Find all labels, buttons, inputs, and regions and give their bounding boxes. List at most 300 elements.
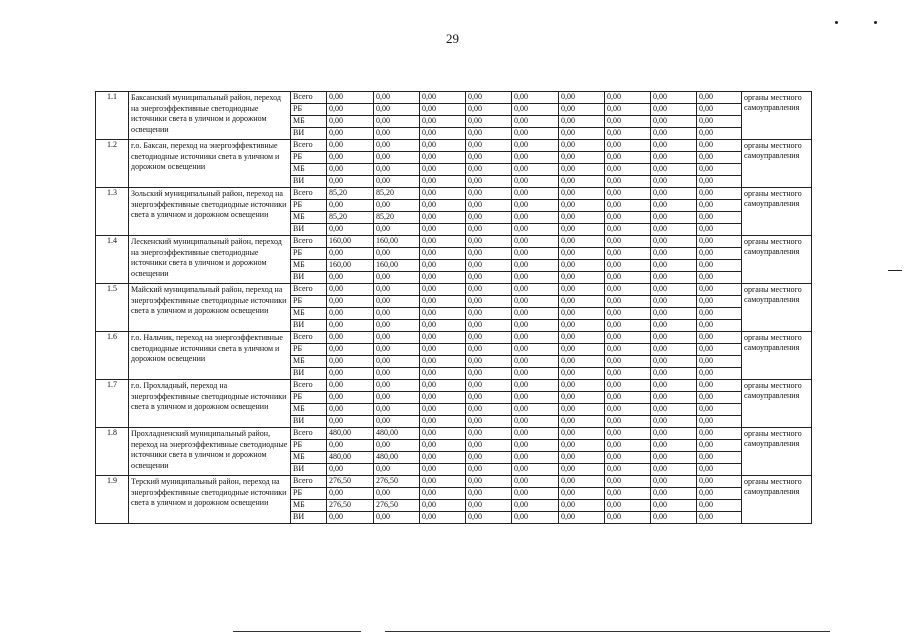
amount-cell: 0,00 xyxy=(559,224,605,236)
amount-cell: 0,00 xyxy=(651,164,697,176)
amount-cell: 0,00 xyxy=(697,344,742,356)
amount-cell: 0,00 xyxy=(512,320,559,332)
amount-cell: 0,00 xyxy=(651,128,697,140)
amount-cell: 0,00 xyxy=(466,332,512,344)
table-row xyxy=(96,284,812,296)
amount-cell: 0,00 xyxy=(559,500,605,512)
funding-source: Всего xyxy=(291,380,327,392)
amount-cell: 0,00 xyxy=(605,332,651,344)
signature-line xyxy=(233,631,361,632)
amount-cell: 0,00 xyxy=(327,512,374,524)
amount-cell: 0,00 xyxy=(651,392,697,404)
amount-cell: 0,00 xyxy=(559,116,605,128)
amount-cell: 0,00 xyxy=(420,272,466,284)
table-row xyxy=(96,236,812,248)
amount-cell: 0,00 xyxy=(697,404,742,416)
amount-cell: 0,00 xyxy=(559,464,605,476)
amount-cell: 0,00 xyxy=(420,248,466,260)
funding-source: РБ xyxy=(291,296,327,308)
amount-cell: 0,00 xyxy=(466,236,512,248)
amount-cell: 0,00 xyxy=(327,464,374,476)
amount-cell: 0,00 xyxy=(420,320,466,332)
amount-cell: 480,00 xyxy=(327,452,374,464)
amount-cell: 0,00 xyxy=(466,176,512,188)
funding-source: РБ xyxy=(291,248,327,260)
funding-source: ВИ xyxy=(291,224,327,236)
amount-cell: 0,00 xyxy=(651,200,697,212)
amount-cell: 0,00 xyxy=(697,92,742,104)
amount-cell: 0,00 xyxy=(466,296,512,308)
amount-cell: 0,00 xyxy=(420,92,466,104)
amount-cell: 0,00 xyxy=(559,128,605,140)
amount-cell: 0,00 xyxy=(559,440,605,452)
amount-cell: 0,00 xyxy=(605,284,651,296)
amount-cell: 0,00 xyxy=(374,368,420,380)
amount-cell: 0,00 xyxy=(374,356,420,368)
amount-cell: 0,00 xyxy=(374,332,420,344)
amount-cell: 0,00 xyxy=(466,452,512,464)
responsible-party: органы местного самоуправления xyxy=(742,140,812,188)
funding-source: МБ xyxy=(291,260,327,272)
amount-cell: 0,00 xyxy=(327,164,374,176)
amount-cell: 0,00 xyxy=(327,140,374,152)
amount-cell: 0,00 xyxy=(466,164,512,176)
amount-cell: 0,00 xyxy=(605,140,651,152)
amount-cell: 0,00 xyxy=(466,476,512,488)
amount-cell: 0,00 xyxy=(651,368,697,380)
amount-cell: 0,00 xyxy=(466,320,512,332)
amount-cell: 85,20 xyxy=(327,212,374,224)
amount-cell: 0,00 xyxy=(374,380,420,392)
funding-source: Всего xyxy=(291,236,327,248)
amount-cell: 0,00 xyxy=(374,248,420,260)
amount-cell: 0,00 xyxy=(651,428,697,440)
item-number: 1.8 xyxy=(96,428,129,476)
amount-cell: 0,00 xyxy=(420,500,466,512)
amount-cell: 0,00 xyxy=(420,104,466,116)
amount-cell: 0,00 xyxy=(605,116,651,128)
funding-source: Всего xyxy=(291,188,327,200)
amount-cell: 0,00 xyxy=(374,92,420,104)
table-row xyxy=(96,380,812,392)
amount-cell: 0,00 xyxy=(697,500,742,512)
amount-cell: 0,00 xyxy=(466,428,512,440)
amount-cell: 0,00 xyxy=(512,260,559,272)
funding-source: Всего xyxy=(291,332,327,344)
amount-cell: 0,00 xyxy=(697,224,742,236)
amount-cell: 0,00 xyxy=(697,104,742,116)
amount-cell: 0,00 xyxy=(559,308,605,320)
amount-cell: 0,00 xyxy=(605,440,651,452)
amount-cell: 0,00 xyxy=(327,296,374,308)
amount-cell: 160,00 xyxy=(327,236,374,248)
item-name: Баксанский муниципальный район, переход на энергоэффективные светодиодные источники света в уличном и дорожном освещении xyxy=(129,92,291,140)
amount-cell: 0,00 xyxy=(651,440,697,452)
amount-cell: 0,00 xyxy=(512,188,559,200)
amount-cell: 0,00 xyxy=(605,344,651,356)
item-number: 1.6 xyxy=(96,332,129,380)
page-number: 29 xyxy=(446,31,459,46)
amount-cell: 0,00 xyxy=(559,380,605,392)
amount-cell: 0,00 xyxy=(420,224,466,236)
amount-cell: 0,00 xyxy=(466,224,512,236)
amount-cell: 85,20 xyxy=(374,188,420,200)
amount-cell: 0,00 xyxy=(559,368,605,380)
funding-source: РБ xyxy=(291,392,327,404)
amount-cell: 0,00 xyxy=(512,164,559,176)
amount-cell: 0,00 xyxy=(651,500,697,512)
funding-source: ВИ xyxy=(291,176,327,188)
amount-cell: 0,00 xyxy=(697,236,742,248)
amount-cell: 0,00 xyxy=(697,272,742,284)
amount-cell: 0,00 xyxy=(512,380,559,392)
amount-cell: 0,00 xyxy=(327,368,374,380)
amount-cell: 0,00 xyxy=(605,260,651,272)
amount-cell: 0,00 xyxy=(374,176,420,188)
item-number: 1.4 xyxy=(96,236,129,284)
table-row xyxy=(96,476,812,488)
amount-cell: 0,00 xyxy=(420,140,466,152)
amount-cell: 0,00 xyxy=(512,92,559,104)
funding-source: Всего xyxy=(291,140,327,152)
amount-cell: 0,00 xyxy=(466,128,512,140)
amount-cell: 0,00 xyxy=(605,512,651,524)
amount-cell: 0,00 xyxy=(374,200,420,212)
amount-cell: 0,00 xyxy=(559,236,605,248)
amount-cell: 0,00 xyxy=(651,308,697,320)
amount-cell: 0,00 xyxy=(512,272,559,284)
amount-cell: 0,00 xyxy=(374,284,420,296)
amount-cell: 0,00 xyxy=(512,464,559,476)
amount-cell: 0,00 xyxy=(327,272,374,284)
amount-cell: 0,00 xyxy=(327,248,374,260)
amount-cell: 0,00 xyxy=(651,104,697,116)
funding-source: Всего xyxy=(291,428,327,440)
amount-cell: 0,00 xyxy=(697,164,742,176)
amount-cell: 0,00 xyxy=(466,152,512,164)
amount-cell: 0,00 xyxy=(420,284,466,296)
amount-cell: 0,00 xyxy=(605,200,651,212)
item-number: 1.2 xyxy=(96,140,129,188)
amount-cell: 0,00 xyxy=(466,200,512,212)
amount-cell: 0,00 xyxy=(512,488,559,500)
amount-cell: 0,00 xyxy=(651,272,697,284)
amount-cell: 0,00 xyxy=(374,344,420,356)
item-name: Терский муниципальный район, переход на энергоэффективные светодиодные источники света в уличном и дорожном освещении xyxy=(129,476,291,524)
amount-cell: 0,00 xyxy=(420,152,466,164)
amount-cell: 0,00 xyxy=(605,476,651,488)
amount-cell: 0,00 xyxy=(512,392,559,404)
amount-cell: 0,00 xyxy=(374,308,420,320)
amount-cell: 0,00 xyxy=(559,296,605,308)
amount-cell: 0,00 xyxy=(559,320,605,332)
funding-source: РБ xyxy=(291,152,327,164)
amount-cell: 0,00 xyxy=(420,200,466,212)
scan-dot xyxy=(835,21,838,24)
amount-cell: 0,00 xyxy=(327,380,374,392)
amount-cell: 0,00 xyxy=(466,260,512,272)
item-name: Прохладненский муниципальный район, переход на энергоэффективные светодиодные источники света в уличном и дорожном освещении xyxy=(129,428,291,476)
amount-cell: 0,00 xyxy=(559,332,605,344)
amount-cell: 0,00 xyxy=(327,92,374,104)
item-name: г.о. Нальчик, переход на энергоэффективные светодиодные источники света в уличном и дорожном освещении xyxy=(129,332,291,380)
item-name: г.о. Прохладный, переход на энергоэффективные светодиодные источники света в уличном и дорожном освещении xyxy=(129,380,291,428)
amount-cell: 0,00 xyxy=(327,404,374,416)
amount-cell: 0,00 xyxy=(420,260,466,272)
amount-cell: 0,00 xyxy=(466,344,512,356)
amount-cell: 0,00 xyxy=(466,212,512,224)
amount-cell: 0,00 xyxy=(697,152,742,164)
amount-cell: 0,00 xyxy=(605,392,651,404)
amount-cell: 0,00 xyxy=(697,512,742,524)
amount-cell: 0,00 xyxy=(327,344,374,356)
amount-cell: 0,00 xyxy=(605,104,651,116)
amount-cell: 0,00 xyxy=(466,488,512,500)
funding-source: ВИ xyxy=(291,128,327,140)
amount-cell: 0,00 xyxy=(559,188,605,200)
amount-cell: 0,00 xyxy=(559,284,605,296)
margin-dash xyxy=(888,270,902,271)
signature-line xyxy=(385,631,830,632)
amount-cell: 0,00 xyxy=(420,392,466,404)
amount-cell: 0,00 xyxy=(697,116,742,128)
amount-cell: 0,00 xyxy=(605,248,651,260)
amount-cell: 0,00 xyxy=(512,356,559,368)
amount-cell: 160,00 xyxy=(374,260,420,272)
amount-cell: 0,00 xyxy=(651,356,697,368)
amount-cell: 0,00 xyxy=(559,152,605,164)
amount-cell: 0,00 xyxy=(605,176,651,188)
amount-cell: 0,00 xyxy=(651,92,697,104)
amount-cell: 0,00 xyxy=(327,284,374,296)
amount-cell: 0,00 xyxy=(420,512,466,524)
funding-source: ВИ xyxy=(291,512,327,524)
amount-cell: 0,00 xyxy=(651,452,697,464)
funding-source: МБ xyxy=(291,308,327,320)
amount-cell: 0,00 xyxy=(374,512,420,524)
funding-source: Всего xyxy=(291,92,327,104)
amount-cell: 0,00 xyxy=(466,380,512,392)
item-number: 1.7 xyxy=(96,380,129,428)
amount-cell: 276,50 xyxy=(327,476,374,488)
amount-cell: 0,00 xyxy=(651,416,697,428)
amount-cell: 0,00 xyxy=(651,140,697,152)
amount-cell: 0,00 xyxy=(512,416,559,428)
funding-source: МБ xyxy=(291,116,327,128)
amount-cell: 0,00 xyxy=(374,404,420,416)
responsible-party: органы местного самоуправления xyxy=(742,332,812,380)
funding-source: МБ xyxy=(291,164,327,176)
amount-cell: 0,00 xyxy=(374,392,420,404)
funding-table xyxy=(95,91,812,524)
amount-cell: 0,00 xyxy=(559,512,605,524)
responsible-party: органы местного самоуправления xyxy=(742,188,812,236)
amount-cell: 0,00 xyxy=(466,188,512,200)
amount-cell: 0,00 xyxy=(559,200,605,212)
amount-cell: 0,00 xyxy=(605,224,651,236)
funding-source: ВИ xyxy=(291,368,327,380)
amount-cell: 0,00 xyxy=(420,404,466,416)
amount-cell: 0,00 xyxy=(605,296,651,308)
scan-dot xyxy=(874,21,877,24)
funding-source: РБ xyxy=(291,488,327,500)
amount-cell: 85,20 xyxy=(327,188,374,200)
amount-cell: 0,00 xyxy=(466,404,512,416)
amount-cell: 0,00 xyxy=(327,416,374,428)
amount-cell: 0,00 xyxy=(697,428,742,440)
item-number: 1.1 xyxy=(96,92,129,140)
funding-source: РБ xyxy=(291,200,327,212)
amount-cell: 0,00 xyxy=(420,212,466,224)
amount-cell: 0,00 xyxy=(512,152,559,164)
amount-cell: 0,00 xyxy=(466,464,512,476)
amount-cell: 0,00 xyxy=(605,464,651,476)
amount-cell: 0,00 xyxy=(697,488,742,500)
amount-cell: 0,00 xyxy=(420,332,466,344)
amount-cell: 0,00 xyxy=(559,416,605,428)
table-row xyxy=(96,428,812,440)
amount-cell: 0,00 xyxy=(559,248,605,260)
amount-cell: 0,00 xyxy=(466,104,512,116)
responsible-party: органы местного самоуправления xyxy=(742,428,812,476)
table-row xyxy=(96,140,812,152)
amount-cell: 0,00 xyxy=(651,236,697,248)
amount-cell: 0,00 xyxy=(420,356,466,368)
amount-cell: 0,00 xyxy=(420,344,466,356)
funding-source: РБ xyxy=(291,440,327,452)
amount-cell: 0,00 xyxy=(559,488,605,500)
amount-cell: 0,00 xyxy=(512,476,559,488)
funding-source: ВИ xyxy=(291,320,327,332)
amount-cell: 0,00 xyxy=(697,296,742,308)
amount-cell: 0,00 xyxy=(466,392,512,404)
amount-cell: 0,00 xyxy=(327,332,374,344)
amount-cell: 0,00 xyxy=(605,356,651,368)
amount-cell: 0,00 xyxy=(605,308,651,320)
amount-cell: 480,00 xyxy=(374,428,420,440)
amount-cell: 0,00 xyxy=(697,188,742,200)
amount-cell: 160,00 xyxy=(327,260,374,272)
amount-cell: 0,00 xyxy=(374,440,420,452)
amount-cell: 0,00 xyxy=(512,200,559,212)
amount-cell: 0,00 xyxy=(327,116,374,128)
funding-source: МБ xyxy=(291,212,327,224)
amount-cell: 480,00 xyxy=(374,452,420,464)
amount-cell: 0,00 xyxy=(466,116,512,128)
amount-cell: 0,00 xyxy=(651,224,697,236)
amount-cell: 0,00 xyxy=(697,416,742,428)
amount-cell: 0,00 xyxy=(512,440,559,452)
amount-cell: 0,00 xyxy=(374,464,420,476)
amount-cell: 0,00 xyxy=(466,272,512,284)
amount-cell: 0,00 xyxy=(466,512,512,524)
amount-cell: 0,00 xyxy=(512,128,559,140)
amount-cell: 0,00 xyxy=(327,128,374,140)
amount-cell: 0,00 xyxy=(559,476,605,488)
funding-source: Всего xyxy=(291,284,327,296)
amount-cell: 0,00 xyxy=(651,116,697,128)
amount-cell: 0,00 xyxy=(374,152,420,164)
amount-cell: 0,00 xyxy=(420,452,466,464)
amount-cell: 0,00 xyxy=(512,296,559,308)
amount-cell: 0,00 xyxy=(651,512,697,524)
amount-cell: 0,00 xyxy=(559,104,605,116)
amount-cell: 0,00 xyxy=(605,428,651,440)
amount-cell: 0,00 xyxy=(374,140,420,152)
responsible-party: органы местного самоуправления xyxy=(742,476,812,524)
amount-cell: 0,00 xyxy=(466,92,512,104)
amount-cell: 0,00 xyxy=(420,488,466,500)
amount-cell: 0,00 xyxy=(466,284,512,296)
amount-cell: 0,00 xyxy=(605,236,651,248)
amount-cell: 0,00 xyxy=(651,152,697,164)
amount-cell: 0,00 xyxy=(327,356,374,368)
amount-cell: 0,00 xyxy=(374,320,420,332)
amount-cell: 0,00 xyxy=(420,128,466,140)
amount-cell: 0,00 xyxy=(697,212,742,224)
amount-cell: 0,00 xyxy=(605,416,651,428)
amount-cell: 0,00 xyxy=(605,404,651,416)
amount-cell: 0,00 xyxy=(420,296,466,308)
amount-cell: 85,20 xyxy=(374,212,420,224)
item-number: 1.9 xyxy=(96,476,129,524)
amount-cell: 0,00 xyxy=(605,368,651,380)
amount-cell: 0,00 xyxy=(651,188,697,200)
funding-source: ВИ xyxy=(291,416,327,428)
amount-cell: 0,00 xyxy=(559,404,605,416)
amount-cell: 0,00 xyxy=(697,332,742,344)
funding-source: МБ xyxy=(291,452,327,464)
amount-cell: 0,00 xyxy=(559,428,605,440)
amount-cell: 0,00 xyxy=(605,452,651,464)
amount-cell: 0,00 xyxy=(605,212,651,224)
responsible-party: органы местного самоуправления xyxy=(742,92,812,140)
amount-cell: 0,00 xyxy=(697,308,742,320)
amount-cell: 0,00 xyxy=(651,344,697,356)
amount-cell: 0,00 xyxy=(374,488,420,500)
amount-cell: 0,00 xyxy=(512,428,559,440)
amount-cell: 0,00 xyxy=(651,476,697,488)
amount-cell: 0,00 xyxy=(559,140,605,152)
amount-cell: 0,00 xyxy=(697,284,742,296)
amount-cell: 0,00 xyxy=(605,164,651,176)
amount-cell: 0,00 xyxy=(512,140,559,152)
funding-source: МБ xyxy=(291,404,327,416)
table-row xyxy=(96,188,812,200)
amount-cell: 0,00 xyxy=(512,308,559,320)
amount-cell: 0,00 xyxy=(512,452,559,464)
amount-cell: 0,00 xyxy=(466,356,512,368)
amount-cell: 0,00 xyxy=(559,272,605,284)
amount-cell: 0,00 xyxy=(697,392,742,404)
amount-cell: 0,00 xyxy=(605,92,651,104)
amount-cell: 0,00 xyxy=(420,188,466,200)
item-name: Лескенский муниципальный район, переход на энергоэффективные светодиодные источники света в уличном и дорожном освещении xyxy=(129,236,291,284)
amount-cell: 0,00 xyxy=(651,296,697,308)
responsible-party: органы местного самоуправления xyxy=(742,284,812,332)
amount-cell: 0,00 xyxy=(651,248,697,260)
amount-cell: 0,00 xyxy=(420,116,466,128)
amount-cell: 0,00 xyxy=(466,500,512,512)
amount-cell: 0,00 xyxy=(512,404,559,416)
amount-cell: 0,00 xyxy=(651,212,697,224)
amount-cell: 0,00 xyxy=(651,176,697,188)
amount-cell: 480,00 xyxy=(327,428,374,440)
amount-cell: 0,00 xyxy=(420,440,466,452)
amount-cell: 0,00 xyxy=(605,152,651,164)
amount-cell: 0,00 xyxy=(327,392,374,404)
amount-cell: 0,00 xyxy=(374,296,420,308)
